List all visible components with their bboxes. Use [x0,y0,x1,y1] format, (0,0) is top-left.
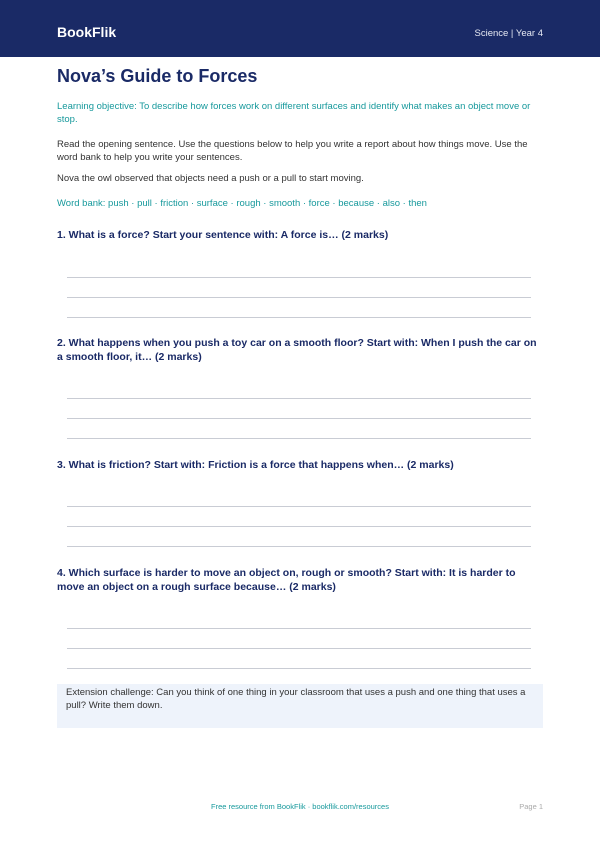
answer-line[interactable] [67,648,531,649]
answer-line[interactable] [67,297,531,298]
answer-line[interactable] [67,438,531,439]
question-3: 3. What is friction? Start with: Friction is a force that happens when… (2 marks) [57,459,454,471]
worksheet-title: Nova’s Guide to Forces [57,66,258,86]
word-bank: Word bank: push · pull · friction · surface · rough · smooth · force · because · also · then [57,198,427,209]
page-number: Page 1 [519,802,543,811]
question-2: 2. What happens when you push a toy car on a smooth floor? Start with: When I push the car on a smooth floor, it… (2 marks) [57,337,537,363]
answer-line[interactable] [67,317,531,318]
question-4: 4. Which surface is harder to move an object on, rough or smooth? Start with: It is harder to move an object on a rough surface because… (2 marks) [57,567,516,593]
answer-line[interactable] [67,628,531,629]
answer-line[interactable] [67,418,531,419]
opening-sentence: Nova the owl observed that objects need a push or a pull to start moving. [57,173,364,184]
extension-challenge-box [57,684,543,728]
answer-line[interactable] [67,546,531,547]
question-1: 1. What is a force? Start your sentence with: A force is… (2 marks) [57,229,389,241]
answer-line[interactable] [67,506,531,507]
footer-resource-link[interactable]: Free resource from BookFlik · bookflik.com/resources [211,802,389,811]
answer-line[interactable] [67,668,531,669]
header-bar [0,0,600,57]
learning-objective: Learning objective: To describe how forces work on different surfaces and identify what makes an object move or stop. [57,101,531,125]
brand-logo: BookFlik [57,24,117,40]
answer-line[interactable] [67,277,531,278]
answer-line[interactable] [67,526,531,527]
instructions-text: Read the opening sentence. Use the questions below to help you write a report about how things move. Use the word bank to help you write your sentences. [57,139,528,163]
answer-line[interactable] [67,398,531,399]
extension-challenge-text: Extension challenge: Can you think of one thing in your classroom that uses a push and one thing that uses a pull? Write them down. [66,687,526,711]
subject-year-label: Science | Year 4 [474,28,543,39]
